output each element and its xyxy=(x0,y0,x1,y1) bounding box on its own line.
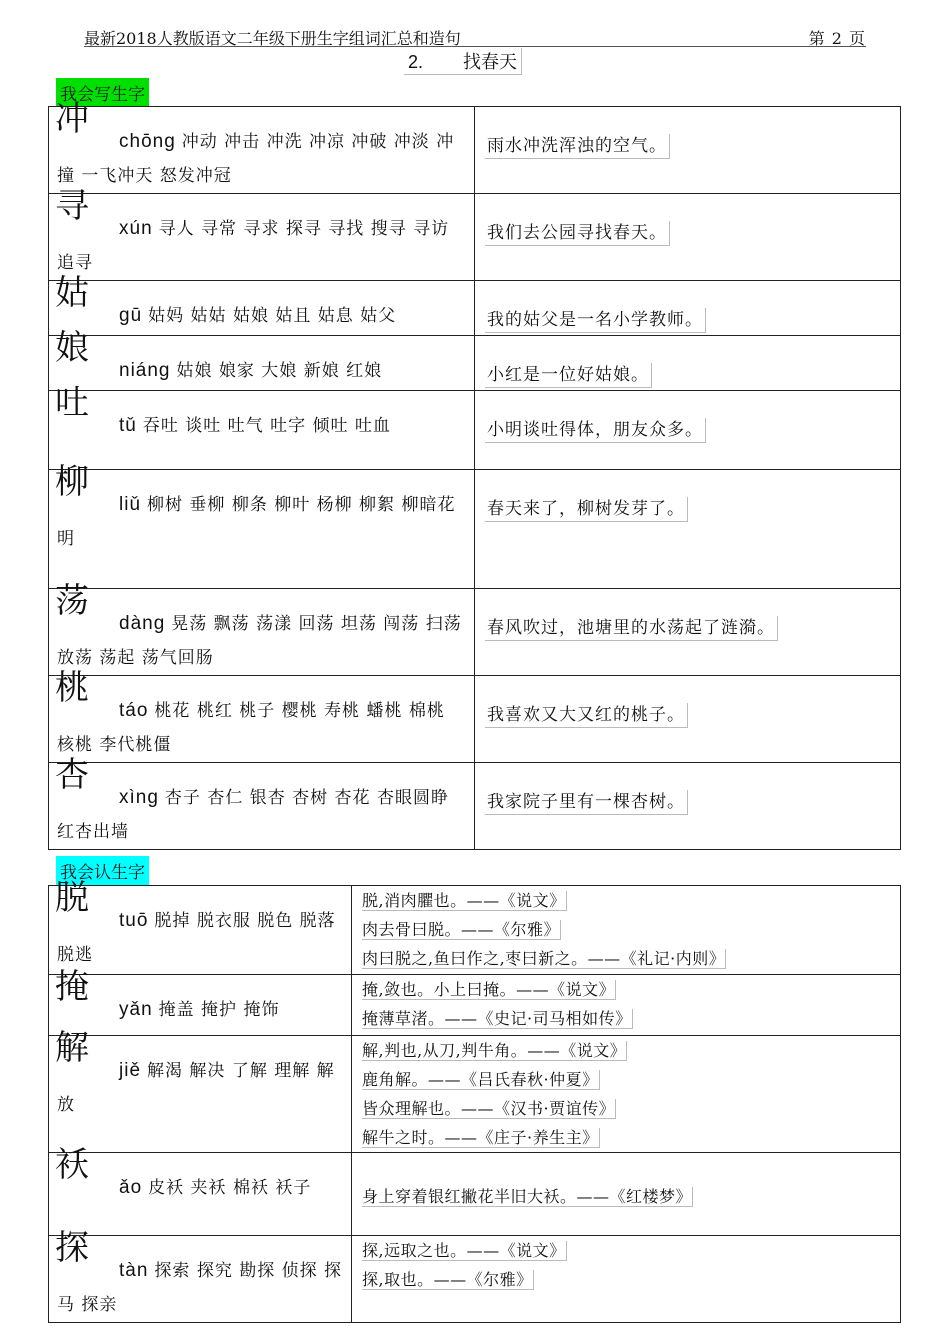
section-write-label: 我会写生字 xyxy=(56,78,149,107)
classical-quotes xyxy=(352,1036,900,1152)
char-cell xyxy=(49,1228,352,1323)
sentence-text: 我家院子里有一棵杏树。 xyxy=(485,790,688,815)
pinyin: dàng xyxy=(119,613,166,634)
sentence-text: 小明谈吐得体，朋友众多。 xyxy=(485,418,706,443)
sentence-cell xyxy=(475,391,901,470)
word-list xyxy=(49,589,474,675)
pinyin: jiě xyxy=(119,1060,142,1081)
quote-line xyxy=(362,915,890,944)
sentence-cell xyxy=(475,281,901,336)
big-character: 袄 xyxy=(55,1145,89,1185)
sentence-text: 小红是一位好姑娘。 xyxy=(485,363,652,388)
compound-words: 桃花 桃红 桃子 樱桃 寿桃 蟠桃 棉桃 核桃 李代桃僵 xyxy=(57,701,445,755)
page-number: 第 2 页 xyxy=(808,29,866,48)
quote-text: 鹿角解。——《吕氏春秋·仲夏》 xyxy=(362,1070,599,1089)
char-cell xyxy=(49,383,475,470)
table-row xyxy=(49,107,901,194)
quote-cell xyxy=(352,1153,901,1236)
word-list xyxy=(49,470,474,556)
compound-words: 柳树 垂柳 柳条 柳叶 杨柳 柳絮 柳暗花明 xyxy=(57,495,456,549)
example-sentence xyxy=(475,107,900,156)
section-recognize-label: 我会认生字 xyxy=(56,856,149,885)
char-cell xyxy=(49,1028,352,1153)
char-cell xyxy=(49,99,475,194)
quote-cell xyxy=(352,886,901,975)
char-cell xyxy=(49,186,475,281)
classical-quotes xyxy=(352,1236,900,1294)
compound-words: 探索 探究 勘探 侦探 探马 探亲 xyxy=(57,1261,343,1315)
char-cell xyxy=(49,1145,352,1236)
pinyin: tàn xyxy=(119,1260,149,1281)
compound-words: 脱掉 脱衣服 脱色 脱落 脱逃 xyxy=(57,911,336,965)
quote-line xyxy=(362,1236,890,1265)
quote-text: 肉去骨曰脱。——《尔雅》 xyxy=(362,920,561,939)
pinyin: ǎo xyxy=(119,1177,143,1198)
big-character: 冲 xyxy=(55,99,89,139)
quote-line xyxy=(362,1123,890,1152)
char-cell xyxy=(49,967,352,1036)
sentence-text: 我喜欢又大又红的桃子。 xyxy=(485,703,688,728)
pinyin: yǎn xyxy=(119,999,153,1020)
quote-line xyxy=(362,944,890,973)
char-cell xyxy=(49,462,475,589)
quote-cell xyxy=(352,1036,901,1153)
example-sentence xyxy=(475,281,900,330)
pinyin: liǔ xyxy=(119,494,142,515)
sentence-text: 我们去公园寻找春天。 xyxy=(485,221,670,246)
table-row xyxy=(49,1036,901,1153)
example-sentence xyxy=(475,589,900,638)
quote-text: 探,远取之也。——《说文》 xyxy=(362,1241,566,1260)
compound-words: 姑妈 姑姑 姑娘 姑且 姑息 姑父 xyxy=(148,306,397,326)
word-list xyxy=(49,281,474,333)
char-cell xyxy=(49,668,475,763)
big-character: 吐 xyxy=(55,383,89,423)
word-list xyxy=(49,1036,351,1122)
quote-text: 身上穿着银红撇花半旧大袄。——《红楼梦》 xyxy=(362,1187,693,1206)
compound-words: 冲动 冲击 冲洗 冲凉 冲破 冲淡 冲撞 一飞冲天 怒发冲冠 xyxy=(57,132,455,186)
quote-text: 脱,消肉臞也。——《说文》 xyxy=(362,891,566,910)
compound-words: 寻人 寻常 寻求 探寻 寻找 搜寻 寻访 追寻 xyxy=(57,219,450,273)
sentence-cell xyxy=(475,470,901,589)
table-row xyxy=(49,1153,901,1236)
big-character: 解 xyxy=(55,1028,89,1068)
char-cell xyxy=(49,755,475,850)
sentence-text: 春风吹过，池塘里的水荡起了涟漪。 xyxy=(485,616,778,641)
word-list xyxy=(49,763,474,849)
pinyin: xìng xyxy=(119,787,159,808)
table-row xyxy=(49,676,901,763)
quote-text: 解牛之时。——《庄子·养生主》 xyxy=(362,1128,599,1147)
example-sentence xyxy=(475,336,900,385)
lesson-title xyxy=(404,48,522,75)
quote-line xyxy=(362,1182,890,1211)
pinyin: tǔ xyxy=(119,415,137,436)
compound-words: 吞吐 谈吐 吐气 吐字 倾吐 吐血 xyxy=(142,416,391,436)
pinyin: tuō xyxy=(119,910,149,931)
compound-words: 皮袄 夹袄 棉袄 袄子 xyxy=(148,1178,312,1198)
big-character: 掩 xyxy=(55,967,89,1007)
classical-quotes xyxy=(352,886,900,973)
big-character: 脱 xyxy=(55,878,89,918)
quote-line xyxy=(362,975,890,1004)
lesson-number: 2. xyxy=(408,52,424,72)
pinyin: táo xyxy=(119,700,149,721)
header-rule xyxy=(84,46,866,47)
quote-line xyxy=(362,1065,890,1094)
table-row xyxy=(49,975,901,1036)
table-row xyxy=(49,589,901,676)
example-sentence xyxy=(475,470,900,519)
compound-words: 晃荡 飘荡 荡漾 回荡 坦荡 闯荡 扫荡 放荡 荡起 荡气回肠 xyxy=(57,614,462,668)
example-sentence xyxy=(475,391,900,440)
quote-cell xyxy=(352,1236,901,1323)
quote-text: 探,取也。——《尔雅》 xyxy=(362,1270,533,1289)
classical-quotes xyxy=(352,1153,900,1211)
quote-line xyxy=(362,886,890,915)
word-list xyxy=(49,1153,351,1205)
table-row xyxy=(49,391,901,470)
pinyin: chōng xyxy=(119,131,176,152)
quote-cell xyxy=(352,975,901,1036)
word-list xyxy=(49,1236,351,1322)
quote-text: 肉曰脱之,鱼曰作之,枣曰新之。——《礼记·内则》 xyxy=(362,949,726,968)
example-sentence xyxy=(475,763,900,812)
pinyin: gū xyxy=(119,305,143,326)
char-cell xyxy=(49,878,352,975)
pinyin: niáng xyxy=(119,360,171,381)
compound-words: 杏子 杏仁 银杏 杏树 杏花 杏眼圆睁 红杏出墙 xyxy=(57,788,449,842)
table-row xyxy=(49,1236,901,1323)
quote-line xyxy=(362,1036,890,1065)
big-character: 荡 xyxy=(55,581,89,621)
table-row xyxy=(49,281,901,336)
big-character: 柳 xyxy=(55,462,89,502)
word-list xyxy=(49,336,474,388)
word-list xyxy=(49,676,474,762)
doc-header-title: 最新2018人教版语文二年级下册生字组词汇总和造句 xyxy=(84,29,461,48)
char-cell xyxy=(49,273,475,336)
quote-line xyxy=(362,1004,890,1033)
word-list xyxy=(49,391,474,443)
sentence-cell xyxy=(475,763,901,850)
write-characters-table xyxy=(48,99,901,850)
word-list xyxy=(49,886,351,972)
char-cell xyxy=(49,581,475,676)
table-row xyxy=(49,194,901,281)
pinyin: xún xyxy=(119,218,153,239)
quote-text: 掩,敛也。小上曰掩。——《说文》 xyxy=(362,980,616,999)
quote-line xyxy=(362,1094,890,1123)
quote-text: 掩薄草渚。——《史记·司马相如传》 xyxy=(362,1009,632,1028)
sentence-text: 我的姑父是一名小学教师。 xyxy=(485,308,706,333)
sentence-cell xyxy=(475,589,901,676)
recognize-characters-table xyxy=(48,878,901,1323)
big-character: 寻 xyxy=(55,186,89,226)
sentence-cell xyxy=(475,676,901,763)
compound-words: 姑娘 娘家 大娘 新娘 红娘 xyxy=(176,361,383,381)
compound-words: 掩盖 掩护 掩饰 xyxy=(158,1000,280,1020)
quote-text: 皆众理解也。——《汉书·贾谊传》 xyxy=(362,1099,616,1118)
compound-words: 解渴 解决 了解 理解 解放 xyxy=(57,1061,335,1115)
word-list xyxy=(49,107,474,193)
big-character: 杏 xyxy=(55,755,89,795)
table-row xyxy=(49,886,901,975)
sentence-text: 雨水冲洗浑浊的空气。 xyxy=(485,134,670,159)
big-character: 探 xyxy=(55,1228,89,1268)
sentence-text: 春天来了，柳树发芽了。 xyxy=(485,497,688,522)
quote-line xyxy=(362,1265,890,1294)
sentence-cell xyxy=(475,107,901,194)
classical-quotes xyxy=(352,975,900,1033)
table-row xyxy=(49,470,901,589)
big-character: 娘 xyxy=(55,328,89,368)
quote-text: 解,判也,从刀,判牛角。——《说文》 xyxy=(362,1041,627,1060)
word-list xyxy=(49,194,474,280)
table-row xyxy=(49,763,901,850)
example-sentence xyxy=(475,676,900,725)
char-cell xyxy=(49,328,475,391)
quote-line xyxy=(362,1153,890,1182)
big-character: 桃 xyxy=(55,668,89,708)
sentence-cell xyxy=(475,194,901,281)
word-list xyxy=(49,975,351,1027)
lesson-name: 找春天 xyxy=(463,52,518,73)
example-sentence xyxy=(475,194,900,243)
table-row xyxy=(49,336,901,391)
sentence-cell xyxy=(475,336,901,391)
big-character: 姑 xyxy=(55,273,89,313)
